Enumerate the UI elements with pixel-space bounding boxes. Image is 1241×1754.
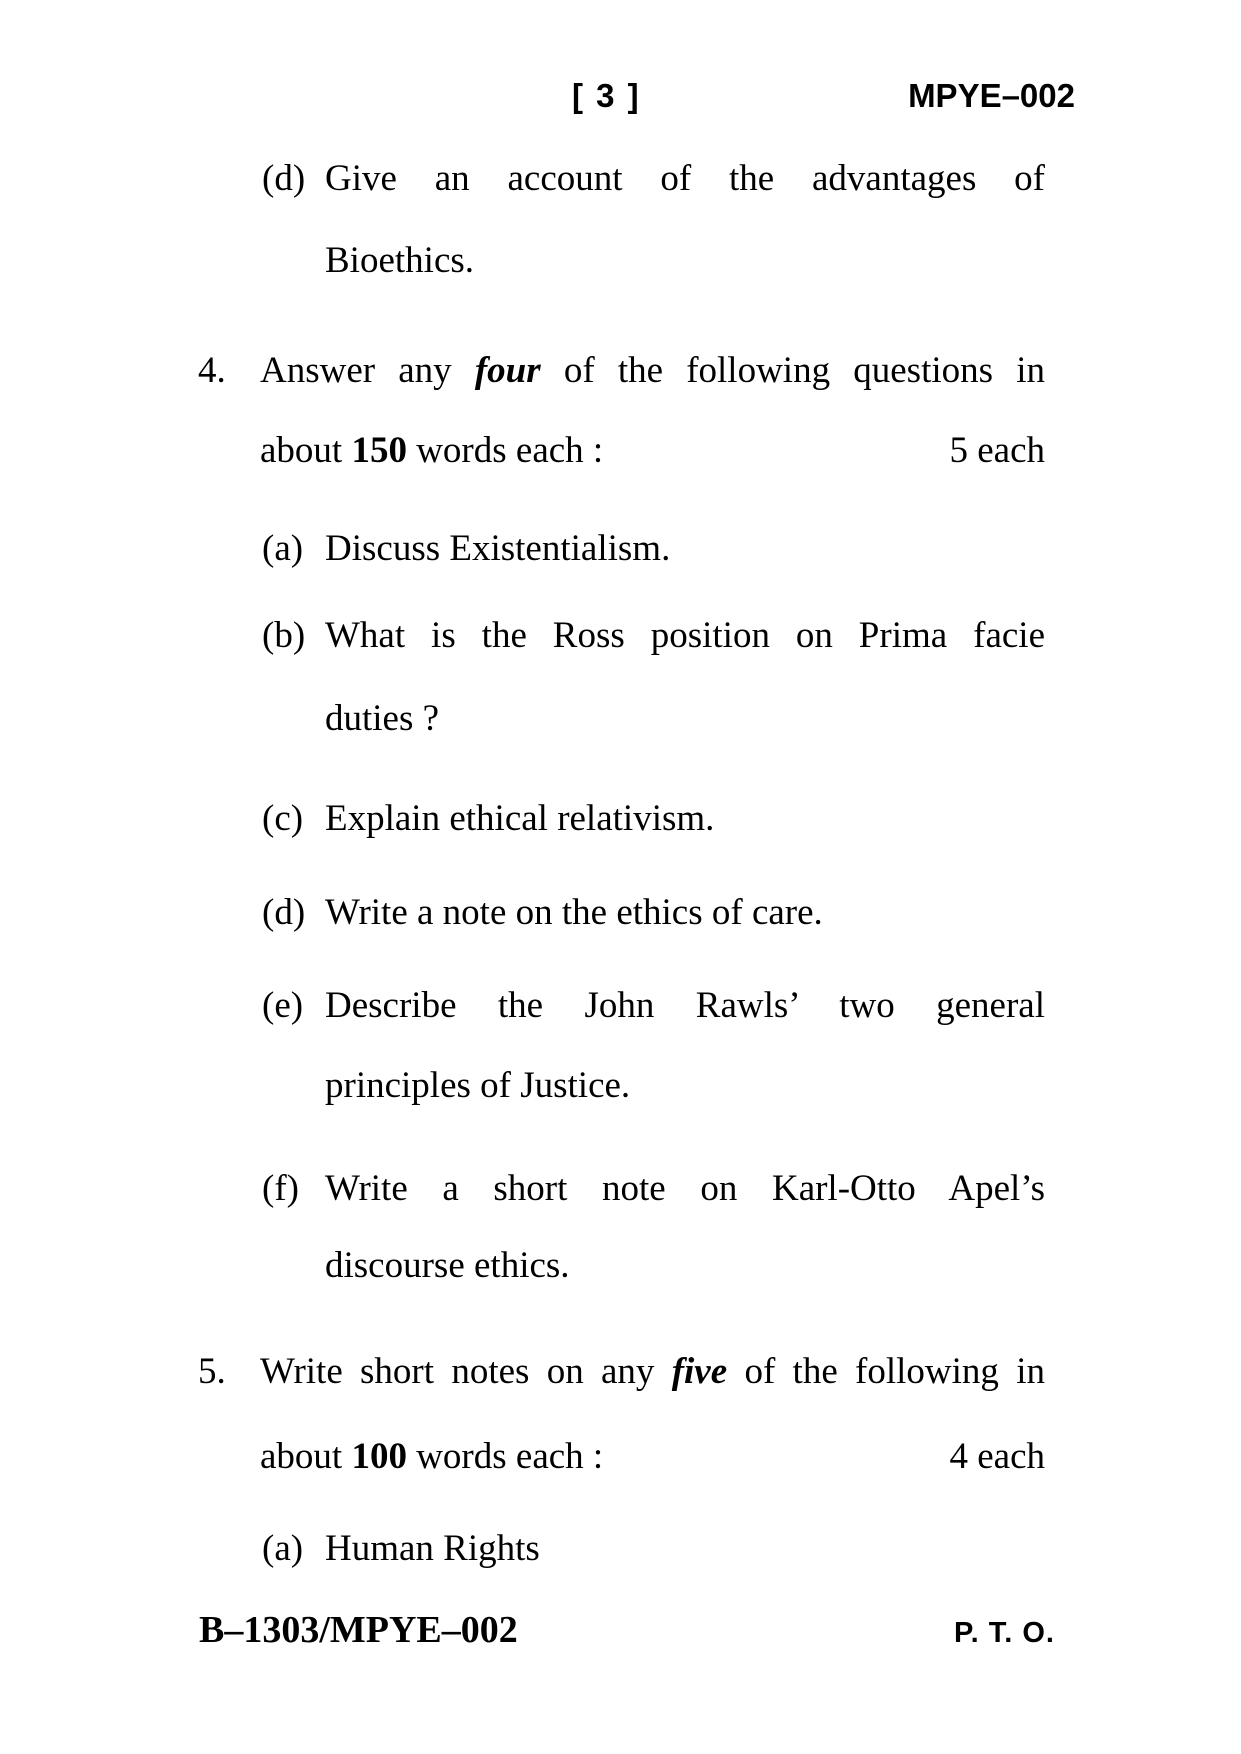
sub-item-text: Write a note on the ethics of care. [325, 892, 823, 933]
question-4-item-e-continuation: principles of Justice. [325, 1065, 631, 1106]
page-number: [ 3 ] [572, 77, 641, 114]
sub-item-label: (f) [262, 1168, 299, 1209]
page-footer [199, 1608, 1055, 1652]
question-4-marks-line [260, 428, 1045, 474]
sub-item-text: Give an account of the advantages of [325, 158, 1045, 199]
sub-item-label: (d) [262, 892, 306, 933]
question-number: 5. [198, 1351, 226, 1392]
question-4-item-b-continuation: duties ? [325, 698, 440, 739]
question-4-item-f-continuation: discourse ethics. [325, 1245, 570, 1286]
course-code: MPYE–002 [908, 77, 1075, 114]
word-count: 150 [351, 430, 407, 471]
sub-item-text: Discuss Existentialism. [325, 528, 671, 569]
question-number: 4. [198, 350, 226, 391]
sub-item-text: Describe the John Rawls’ two general [325, 985, 1045, 1026]
pto-label: P. T. O. [954, 1617, 1055, 1649]
page-header [0, 76, 1241, 116]
sub-item-label: (d) [262, 158, 306, 199]
question-4-item-b [262, 613, 1045, 659]
intro-text-post: of the following in [727, 1351, 1045, 1392]
word-limit-text: about 100 words each : [260, 1436, 604, 1477]
intro-text-post: of the following questions in [540, 350, 1045, 391]
question-3-item-d [262, 156, 1045, 202]
question-4-item-d [262, 890, 1045, 936]
sub-item-text: Human Rights [325, 1528, 540, 1569]
question-5-marks-line [260, 1434, 1045, 1480]
intro-emphasis: five [671, 1351, 728, 1392]
intro-emphasis: four [474, 350, 541, 391]
sub-item-label: (a) [262, 1528, 304, 1569]
sub-item-text: What is the Ross position on Prima facie [325, 615, 1045, 656]
sub-item-text: Write a short note on Karl-Otto Apel’s [325, 1168, 1045, 1209]
intro-text-pre: Write short notes on any [260, 1351, 672, 1392]
question-5-item-a [262, 1526, 1045, 1572]
paper-code: B–1303/MPYE–002 [199, 1609, 518, 1651]
marks-per-question: 5 each [949, 430, 1045, 471]
sub-item-label: (c) [262, 798, 304, 839]
question-5 [198, 1349, 1045, 1395]
question-4-item-f [262, 1166, 1045, 1212]
intro-text-pre: Answer any [260, 350, 475, 391]
sub-item-label: (e) [262, 985, 304, 1026]
question-4-item-c [262, 796, 1045, 842]
question-3-item-d-continuation: Bioethics. [325, 240, 475, 281]
word-count: 100 [351, 1436, 407, 1477]
question-4-item-e [262, 983, 1045, 1029]
sub-item-text: Explain ethical relativism. [325, 798, 715, 839]
sub-item-label: (a) [262, 528, 304, 569]
question-4-item-a [262, 526, 1045, 572]
sub-item-label: (b) [262, 615, 306, 656]
marks-per-question: 4 each [949, 1436, 1045, 1477]
question-4-intro [260, 348, 1045, 394]
question-5-intro [260, 1349, 1045, 1395]
question-4 [198, 348, 1045, 394]
word-limit-text: about 150 words each : [260, 430, 604, 471]
